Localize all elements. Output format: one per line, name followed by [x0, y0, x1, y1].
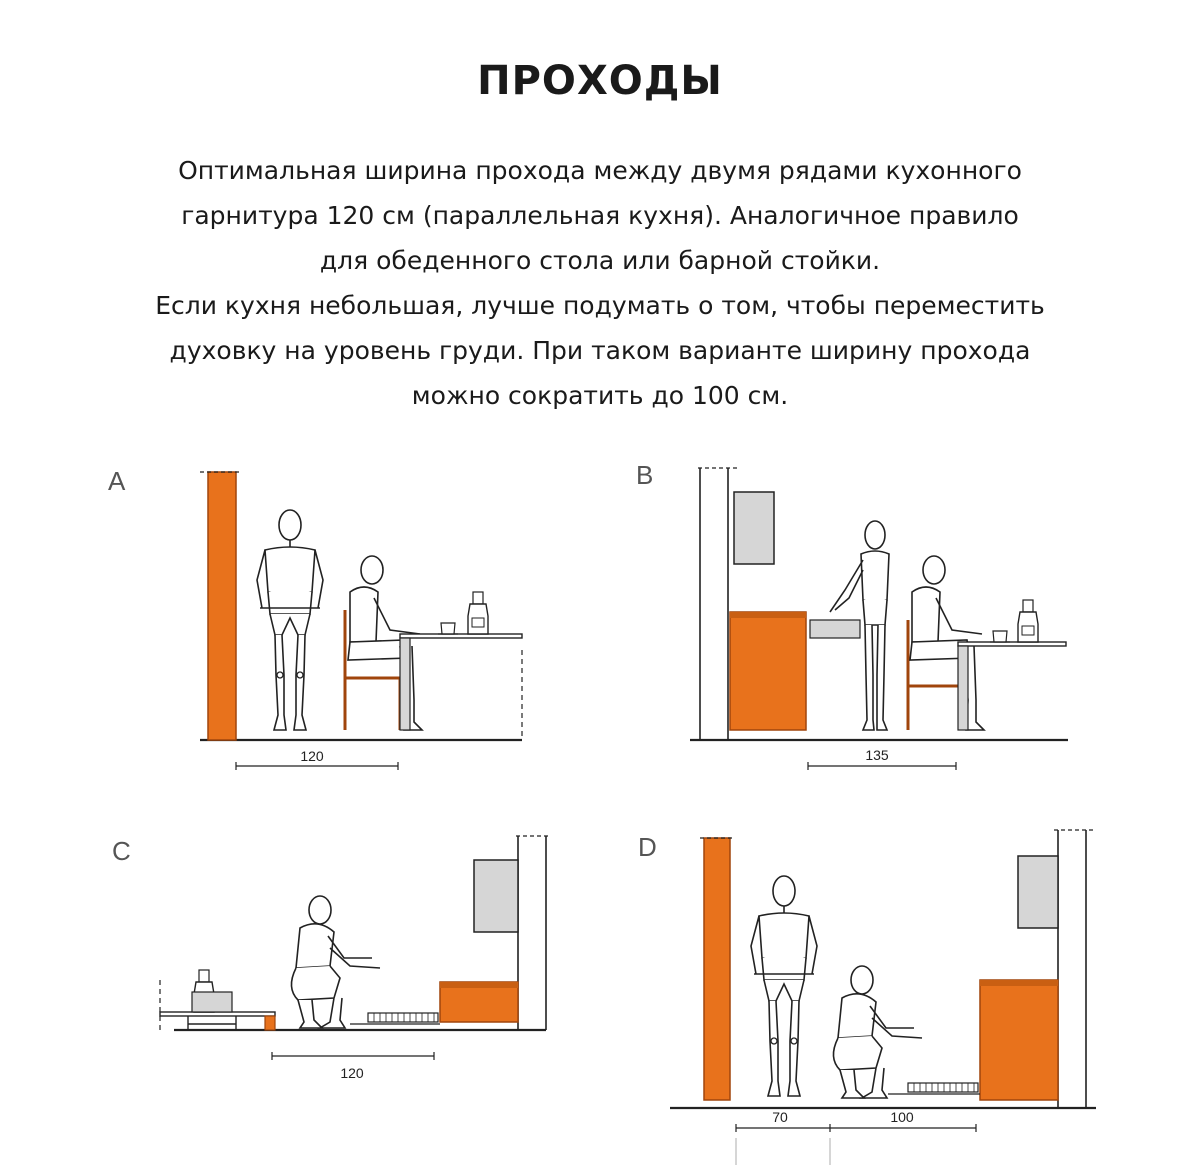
squatting-person	[833, 966, 922, 1098]
dimension-label: 120	[300, 748, 324, 764]
page-title: ПРОХОДЫ	[477, 58, 723, 104]
wall-cabinet-column	[704, 838, 730, 1100]
wall-cabinet-column	[208, 472, 236, 740]
dimension-label: 135	[865, 747, 889, 763]
seated-person	[348, 556, 422, 730]
standing-person	[257, 510, 323, 730]
panel-a	[108, 466, 522, 770]
wall-cabinet	[1018, 856, 1058, 928]
open-drawer	[810, 620, 860, 638]
wall-cabinet	[734, 492, 774, 564]
base-cabinet	[980, 980, 1058, 1100]
panel-c	[112, 836, 550, 1081]
panel-letter-a: A	[108, 466, 126, 496]
intro-line: Если кухня небольшая, лучше подумать о том, чтобы переместить	[155, 291, 1045, 320]
squatting-person	[291, 896, 380, 1028]
wall-cabinet	[474, 860, 518, 932]
dimension-label: 100	[890, 1109, 914, 1125]
intro-line: можно сократить до 100 см.	[411, 381, 789, 410]
panel-letter-d: D	[638, 832, 657, 862]
panel-letter-c: C	[112, 836, 131, 866]
intro-line: Оптимальная ширина прохода между двумя рядами кухонного	[178, 156, 1022, 185]
dimension-label: 70	[772, 1109, 788, 1125]
intro-line: гарнитура 120 см (параллельная кухня). Аналогичное правило	[181, 201, 1019, 230]
panel-b	[636, 460, 1068, 770]
standing-person	[751, 876, 817, 1096]
intro-line: духовку на уровень груди. При таком варианте ширину прохода	[169, 336, 1031, 365]
panel-d	[638, 830, 1096, 1165]
intro-line: для обеденного стола или барной стойки.	[319, 246, 881, 275]
base-cabinet	[730, 612, 806, 730]
dimension-label: 120	[340, 1065, 364, 1081]
panel-letter-b: B	[636, 460, 654, 490]
